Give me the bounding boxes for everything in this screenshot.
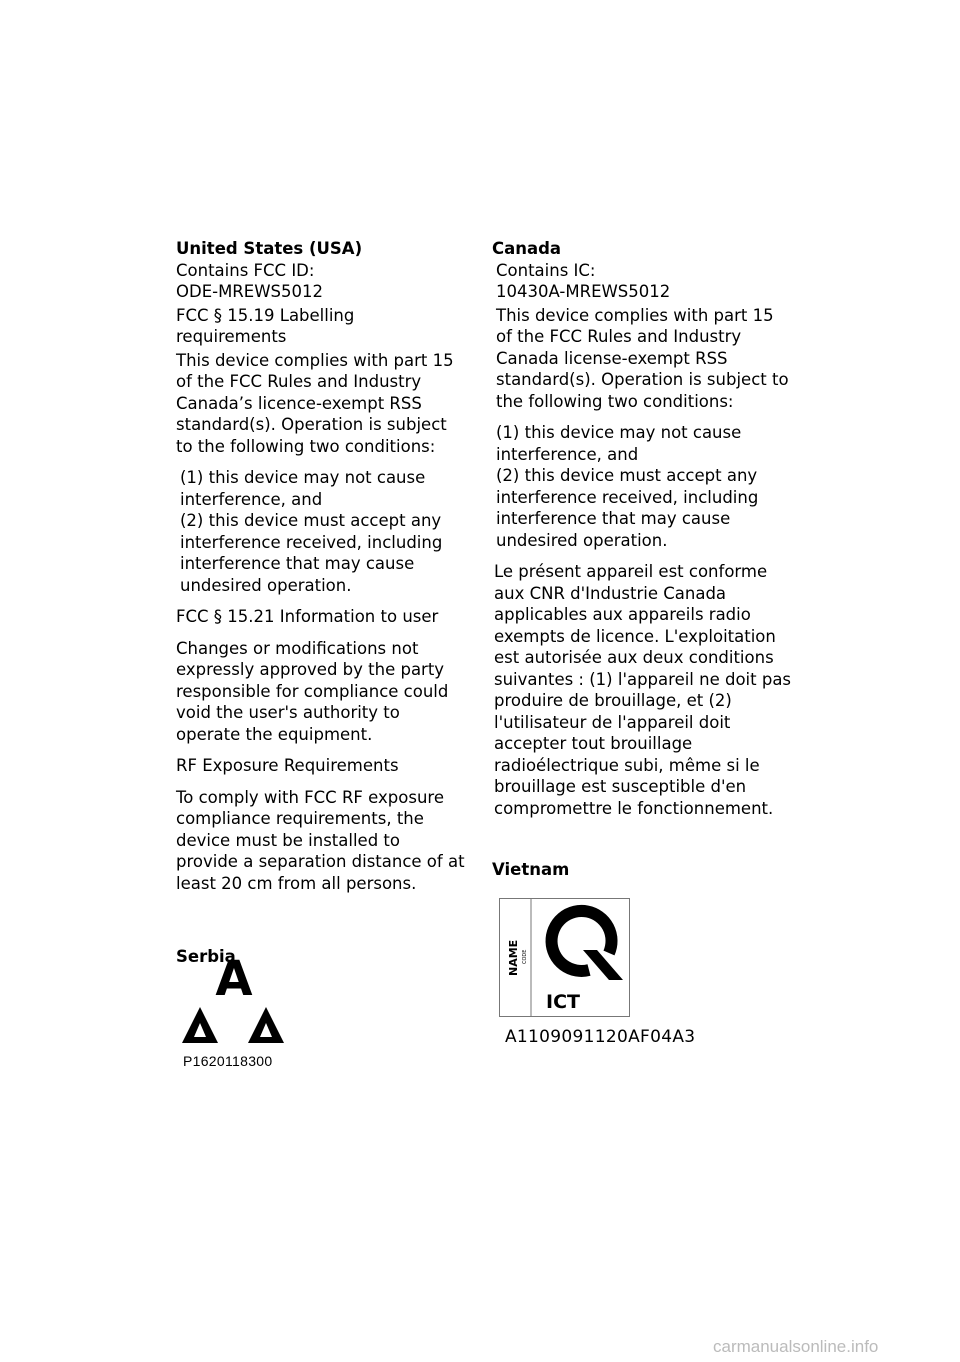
- serbia-heading: Serbia: [176, 947, 236, 966]
- vietnam-ict-logo: [499, 898, 630, 1017]
- vietnam-logo-ict: ICT: [546, 991, 580, 1013]
- vietnam-logo-code: CODE: [522, 949, 528, 964]
- canada-condition-1: (1) this device may not cause interference, and: [496, 423, 742, 464]
- canada-heading: Canada: [492, 239, 562, 258]
- canada-french-text: Le présent appareil est conforme aux CNR d'Industrie Canada applicables aux appareils radio exempts de licence. L'exploitation est autorisée aux deux conditions suivantes : (1) l'appareil ne doit pas produire de brouillage, et (2) l'utilisateur de l'appareil doit accepter tout brouillage radioélectrique subi, même si le brouillage est susceptible d'en compromettre le fonctionnement.: [494, 562, 792, 818]
- usa-section: [176, 238, 466, 968]
- usa-statement: This device complies with part 15 of the FCC Rules and Industry Canada’s licence-exempt RSS standard(s). Operation is subject to the following two conditions:: [176, 350, 454, 456]
- usa-rf-heading: RF Exposure Requirements: [176, 756, 399, 775]
- canada-conditions: [492, 422, 792, 551]
- usa-labelling-heading: FCC § 15.19 Labelling requirements: [176, 305, 355, 346]
- vietnam-code: A1109091120AF04A3: [505, 1027, 696, 1047]
- vietnam-heading: Vietnam: [492, 860, 570, 879]
- canada-section: [492, 238, 792, 881]
- canada-condition-2: (2) this device must accept any interference received, including interference that may cause undesired operation.: [496, 466, 759, 550]
- serbia-logo-letter: A: [215, 955, 253, 1007]
- usa-conditions: [176, 467, 466, 596]
- canada-statement: This device complies with part 15 of the FCC Rules and Industry Canada license-exempt RSS standard(s). Operation is subject to the following two conditions:: [496, 305, 789, 411]
- watermark-text: carmanualsonline.info: [713, 1337, 879, 1356]
- vietnam-logo-name: NAME: [507, 939, 520, 976]
- usa-fcc-id: ODE-MREWS5012: [176, 282, 323, 301]
- usa-heading: United States (USA): [176, 239, 363, 258]
- canada-ic-label: Contains IC:: [496, 260, 596, 280]
- usa-condition-1: (1) this device may not cause interference, and: [180, 468, 426, 509]
- usa-rf-text: To comply with FCC RF exposure compliance requirements, the device must be installed to provide a separation distance of at least 20 cm from all persons.: [176, 787, 465, 893]
- canada-ic-id: 10430A-MREWS5012: [496, 282, 671, 301]
- usa-info-text: Changes or modifications not expressly approved by the party responsible for compliance could void the user's authority to operate the equipment.: [176, 638, 449, 744]
- serbia-code: P1620118300: [183, 1053, 273, 1069]
- usa-fcc-id-label: Contains FCC ID:: [176, 260, 315, 280]
- usa-condition-2: (2) this device must accept any interference received, including interference that may cause undesired operation.: [180, 511, 443, 595]
- usa-info-heading: FCC § 15.21 Information to user: [176, 607, 439, 626]
